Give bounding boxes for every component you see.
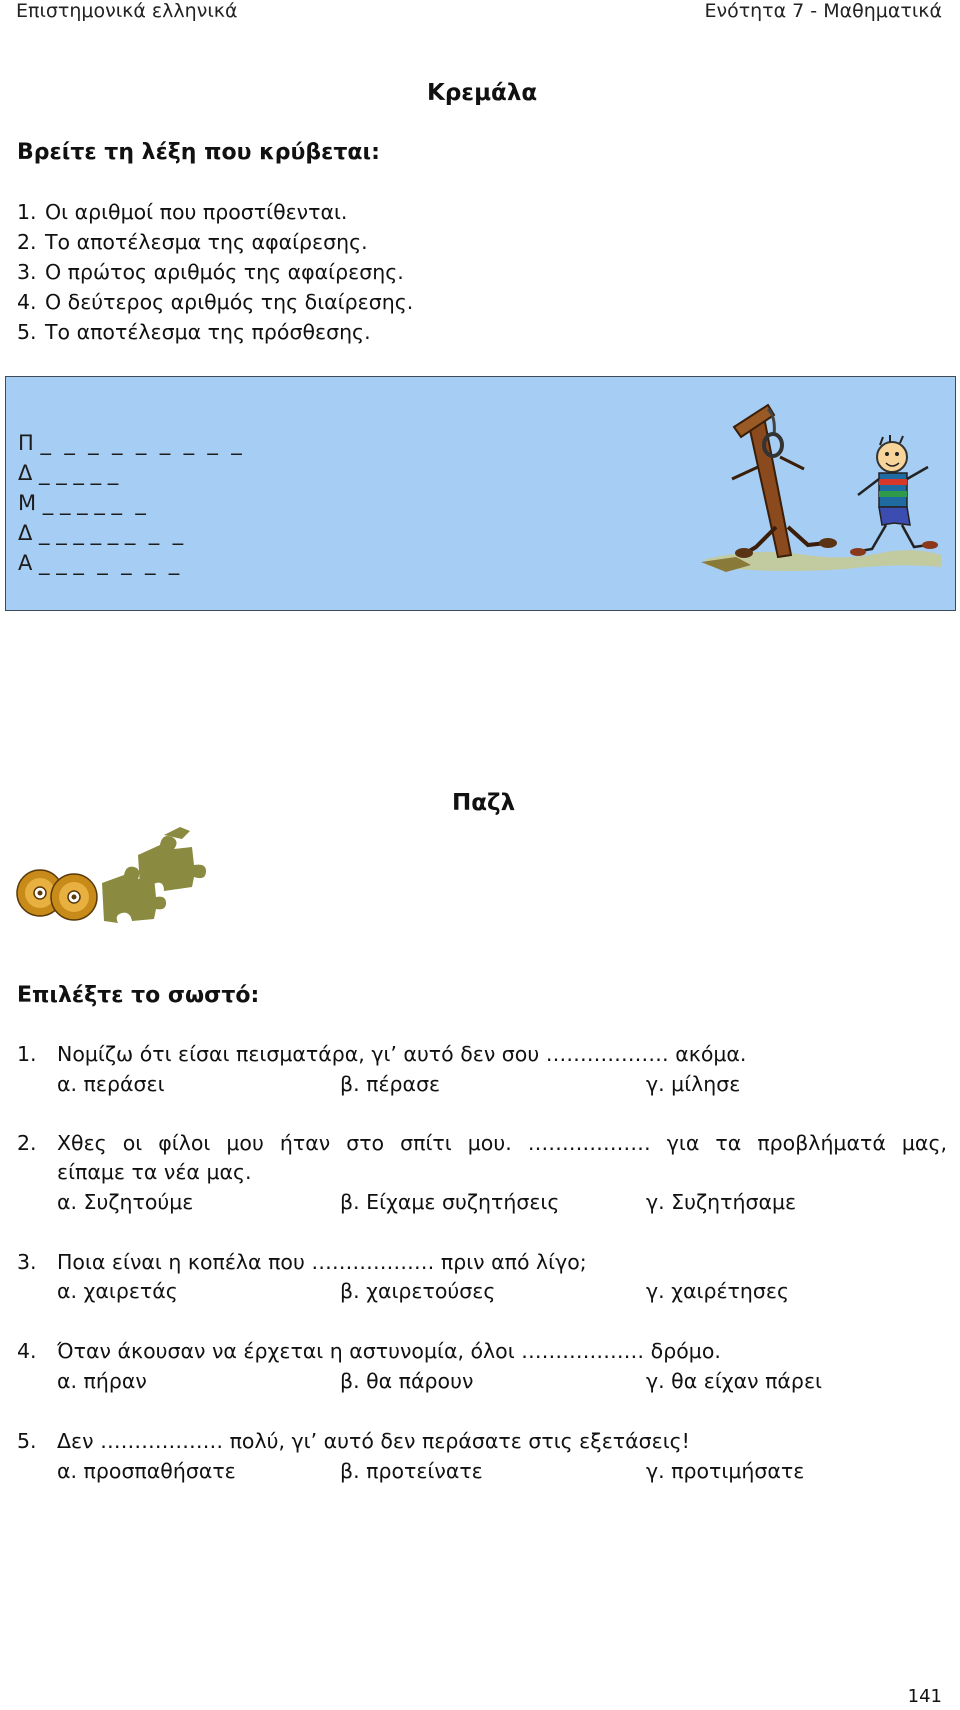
running-gallows-illustration: [696, 387, 946, 582]
clue-item: 4. Ο δεύτερος αριθμός της διαίρεσης.: [17, 290, 414, 314]
option-a: α. χαιρετάς: [57, 1279, 178, 1303]
option-b: β. χαιρετούσες: [340, 1279, 496, 1303]
question-text-continued: είπαμε τα νέα μας.: [57, 1160, 252, 1184]
option-c: γ. θα είχαν πάρει: [646, 1369, 822, 1393]
clue-item: 2. Το αποτέλεσμα της αφαίρεσης.: [17, 230, 368, 254]
word-blanks: Α _ _ _ _ _ _ _: [18, 551, 180, 575]
hangman-instruction: Βρείτε τη λέξη που κρύβεται:: [17, 140, 380, 165]
question-text: Δεν ……………… πολύ, γι’ αυτό δεν περάσατε στις εξετάσεις!: [57, 1429, 690, 1453]
option-c: γ. Συζητήσαμε: [646, 1190, 797, 1214]
word-blanks: Π _ _ _ _ _ _ _ _ _: [18, 431, 242, 455]
quiz-instruction: Επιλέξτε το σωστό:: [17, 983, 260, 1008]
option-a: α. Συζητούμε: [57, 1190, 194, 1214]
question-text: Χθες οι φίλοι μου ήταν στο σπίτι μου. ……………… για τα προβλήματά μας,: [57, 1131, 947, 1155]
header-left: Επιστημονικά ελληνικά: [16, 0, 238, 22]
cd-puzzle-illustration: [14, 825, 224, 925]
hangman-box: [5, 376, 956, 611]
option-a: α. περάσει: [57, 1072, 165, 1096]
question-text: Ποια είναι η κοπέλα που ……………… πριν από λίγο;: [57, 1250, 587, 1274]
clue-item: 5. Το αποτέλεσμα της πρόσθεσης.: [17, 320, 371, 344]
question-text: Νομίζω ότι είσαι πεισματάρα, γι’ αυτό δεν σου ……………… ακόμα.: [57, 1042, 747, 1066]
question-number: 1.: [17, 1042, 37, 1066]
question-number: 4.: [17, 1339, 37, 1363]
clue-item: 1. Οι αριθμοί που προστίθενται.: [17, 200, 348, 224]
option-b: β. Είχαμε συζητήσεις: [340, 1190, 560, 1214]
option-b: β. θα πάρουν: [340, 1369, 474, 1393]
word-blanks: Δ _ _ _ _ _: [18, 461, 119, 485]
option-a: α. προσπαθήσατε: [57, 1459, 236, 1483]
question-number: 2.: [17, 1131, 37, 1155]
option-c: γ. χαιρέτησες: [646, 1279, 789, 1303]
header-right: Ενότητα 7 - Μαθηματικά: [704, 0, 942, 22]
question-text: Όταν άκουσαν να έρχεται η αστυνομία, όλοι ……………… δρόμο.: [57, 1339, 721, 1363]
question-number: 5.: [17, 1429, 37, 1453]
option-b: β. προτείνατε: [340, 1459, 483, 1483]
cd-icon: [51, 874, 97, 920]
option-b: β. πέρασε: [340, 1072, 441, 1096]
page-number: 141: [907, 1686, 942, 1707]
word-blanks: Μ _ _ _ _ _ _: [18, 491, 146, 515]
puzzle-title: Παζλ: [452, 790, 516, 816]
question-number: 3.: [17, 1250, 37, 1274]
clue-item: 3. Ο πρώτος αριθμός της αφαίρεσης.: [17, 260, 404, 284]
hangman-title: Κρεμάλα: [427, 80, 538, 106]
option-c: γ. προτιμήσατε: [646, 1459, 805, 1483]
word-blanks: Δ _ _ _ _ _ _ _ _: [18, 521, 184, 545]
option-c: γ. μίλησε: [646, 1072, 741, 1096]
option-a: α. πήραν: [57, 1369, 147, 1393]
puzzle-piece-icon: [102, 827, 206, 923]
